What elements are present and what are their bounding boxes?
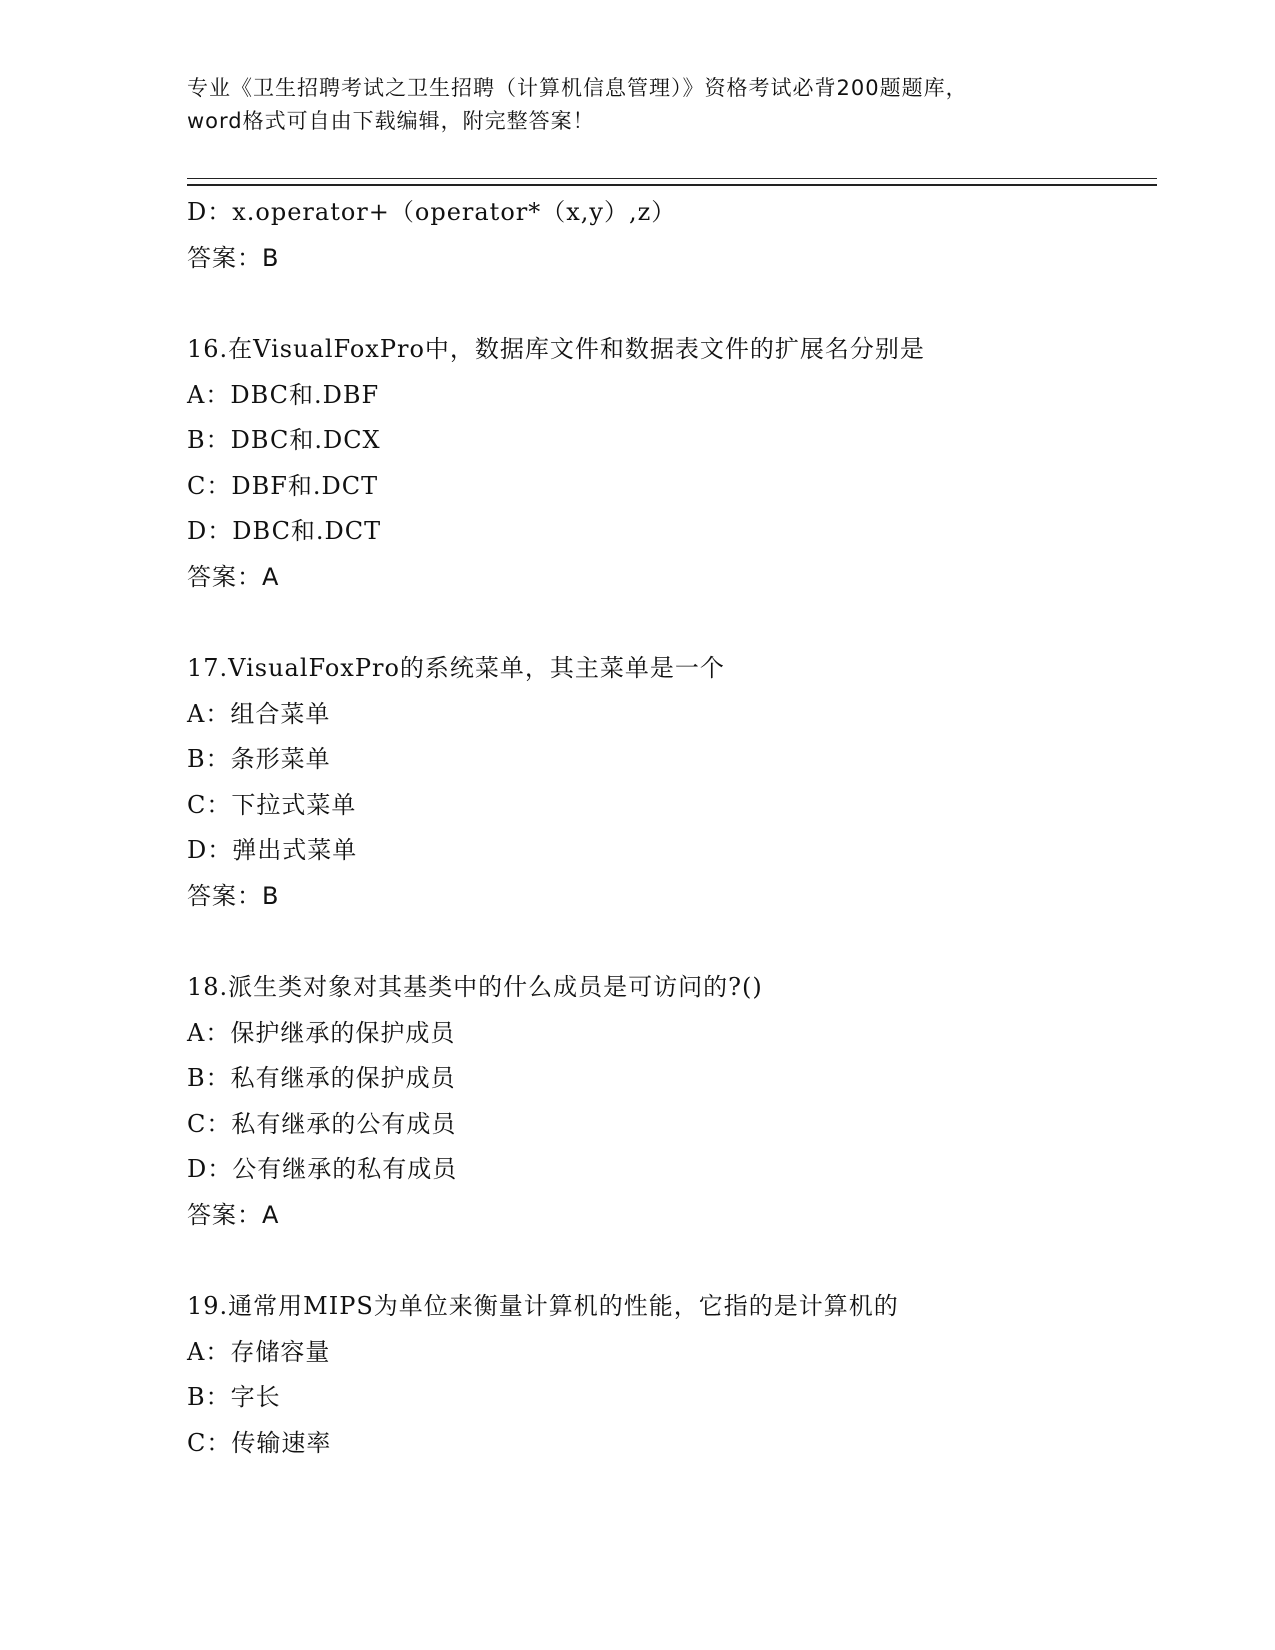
option-c: C：DBF和.DCT [187, 471, 379, 500]
question-stem: 17.VisualFoxPro的系统菜单，其主菜单是一个 [187, 654, 725, 682]
question-17 [187, 646, 1147, 919]
option-d: D：x.operator+（operator*（x,y）,z） [187, 198, 677, 226]
option-b: B：DBC和.DCX [187, 426, 381, 454]
spacer [187, 281, 1147, 327]
option-c: C：私有继承的公有成员 [187, 1109, 457, 1138]
document-header [187, 72, 1087, 138]
option-a: A：DBC和.DBF [187, 380, 380, 409]
header-title-line: 专业《卫生招聘考试之卫生招聘（计算机信息管理）》资格考试必背200题题库， [187, 76, 968, 100]
question-19 [187, 1284, 1147, 1466]
question-18 [187, 965, 1147, 1238]
question-16 [187, 327, 1147, 600]
header-subtitle-line: word格式可自由下载编辑，附完整答案！ [187, 109, 595, 133]
option-c: C：下拉式菜单 [187, 790, 357, 819]
option-a: A：存储容量 [187, 1337, 331, 1366]
question-stem: 19.通常用MIPS为单位来衡量计算机的性能，它指的是计算机的 [187, 1292, 899, 1320]
option-b: B：条形菜单 [187, 745, 331, 773]
option-b: B：字长 [187, 1383, 281, 1411]
option-d: D：公有继承的私有成员 [187, 1155, 458, 1183]
option-b: B：私有继承的保护成员 [187, 1064, 456, 1092]
option-a: A：保护继承的保护成员 [187, 1018, 456, 1047]
question-stem: 16.在VisualFoxPro中，数据库文件和数据表文件的扩展名分别是 [187, 335, 925, 363]
option-d: D：弹出式菜单 [187, 836, 358, 864]
header-divider [187, 178, 1157, 186]
answer-line: 答案：B [187, 881, 280, 910]
spacer [187, 1238, 1147, 1284]
question-list [187, 190, 1147, 1466]
answer-line: 答案：A [187, 1200, 280, 1229]
spacer [187, 600, 1147, 646]
option-a: A：组合菜单 [187, 699, 331, 728]
question-15-tail [187, 190, 1147, 281]
answer-line: 答案：B [187, 243, 280, 272]
spacer [187, 919, 1147, 965]
option-c: C：传输速率 [187, 1428, 332, 1457]
question-stem: 18.派生类对象对其基类中的什么成员是可访问的?() [187, 973, 763, 1001]
answer-line: 答案：A [187, 562, 280, 591]
option-d: D：DBC和.DCT [187, 517, 382, 545]
